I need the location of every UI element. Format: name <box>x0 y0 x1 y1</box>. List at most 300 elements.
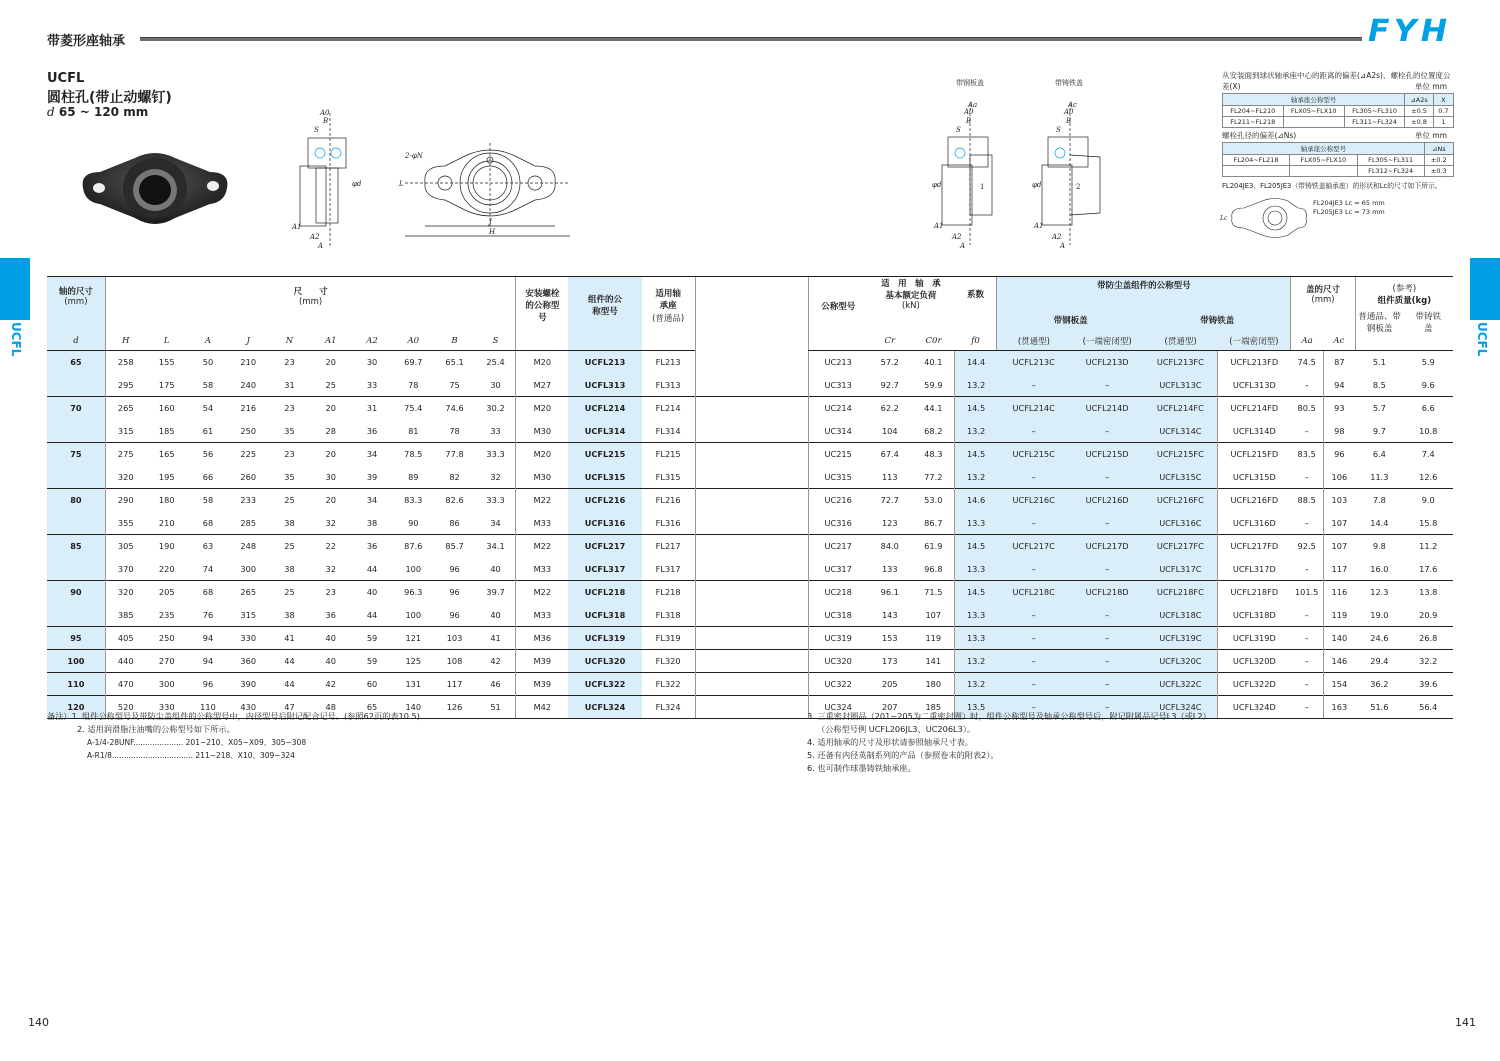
table-cell: 39.7 <box>476 581 516 604</box>
svg-text:A: A <box>1060 242 1066 250</box>
table-cell: 13.2 <box>955 420 997 443</box>
header-rule <box>140 37 1362 41</box>
table-cell: UCFL214D <box>1070 397 1143 420</box>
svg-text:L: L <box>399 180 404 188</box>
table-cell: 44.1 <box>912 397 954 420</box>
table-cell: 39.6 <box>1404 673 1453 696</box>
table-cell: 180 <box>146 489 188 512</box>
table-cell: M39 <box>516 650 568 673</box>
table-cell: – <box>1070 420 1143 443</box>
table-cell: 34 <box>351 489 393 512</box>
table-row <box>47 351 1453 374</box>
table-cell: 86.7 <box>924 517 943 528</box>
svg-text:A0: A0 <box>320 109 330 117</box>
svg-text:H: H <box>489 228 496 236</box>
table-cell: 190 <box>146 535 188 558</box>
table-cell: 7.8 <box>1355 489 1403 512</box>
svg-text:A0: A0 <box>964 108 974 116</box>
table-cell: UCFL216C <box>997 489 1070 512</box>
table-cell: 23 <box>311 581 351 604</box>
section-title: 带菱形座轴承 <box>47 34 126 49</box>
table-cell: – <box>1070 627 1143 650</box>
table-cell: 96 <box>433 581 475 604</box>
table-cell: 36 <box>351 535 393 558</box>
table-cell: UCFL324D <box>1217 696 1290 719</box>
table-cell: – <box>1070 466 1143 489</box>
table-cell: 85.7 <box>433 535 475 558</box>
svg-text:A2: A2 <box>952 233 962 241</box>
table-cell: 30 <box>490 379 501 390</box>
table-cell: UCFL315 <box>568 466 641 489</box>
table-cell: 82 <box>449 471 460 482</box>
table-cell: 30 <box>325 471 336 482</box>
table-row <box>47 374 1453 397</box>
table-cell: UCFL214C <box>997 397 1070 420</box>
table-cell: 48.3 <box>912 443 954 466</box>
table-cell: 143 <box>881 609 898 620</box>
table-cell: 25.4 <box>486 357 505 368</box>
table-cell: UCFL314 <box>568 420 641 443</box>
cast-cover-label: 带铸铁盖 <box>1055 79 1083 87</box>
table-cell: 265 <box>105 397 145 420</box>
table-cell: 71.5 <box>912 581 954 604</box>
table-cell: UCFL318D <box>1217 604 1290 627</box>
table-cell: 44 <box>268 650 310 673</box>
table-cell: 207 <box>867 696 912 719</box>
table-cell: 235 <box>158 609 175 620</box>
table-cell: – <box>1304 379 1309 390</box>
table-cell: UC317 <box>809 558 867 581</box>
svg-text:A0: A0 <box>1064 108 1074 116</box>
table-cell: 75.4 <box>393 397 433 420</box>
table-cell: 68 <box>188 581 228 604</box>
table-cell: UCFL215C <box>997 443 1070 466</box>
table-cell: FL324 <box>642 696 695 719</box>
table-cell: – <box>997 604 1070 627</box>
table-cell: 38 <box>284 609 295 620</box>
table-cell: 75 <box>47 443 105 466</box>
table-cell: – <box>997 420 1070 443</box>
table-cell: 265 <box>228 581 268 604</box>
table-cell: 520 <box>105 696 145 719</box>
table-cell: 13.2 <box>955 673 997 696</box>
table-cell: UCFL214FC <box>1144 397 1217 420</box>
table-cell: UCFL218D <box>1070 581 1143 604</box>
table-cell: 74.6 <box>433 397 475 420</box>
steel-cover-drawing <box>930 95 1000 255</box>
front-view-drawing <box>395 138 575 243</box>
table-cell: 87 <box>1323 351 1355 374</box>
table-cell: UCFL218C <box>997 581 1070 604</box>
table-cell: FL317 <box>655 563 681 574</box>
table-cell: 32 <box>325 517 336 528</box>
table-cell: 84.0 <box>867 535 912 558</box>
table-cell: UC319 <box>809 627 867 650</box>
table-cell: 155 <box>158 357 175 368</box>
table-cell <box>47 512 105 535</box>
table-cell: UCFL213D <box>1070 351 1143 374</box>
table-cell: 160 <box>146 397 188 420</box>
table-cell: 140 <box>1323 627 1355 650</box>
table-cell: 385 <box>105 604 145 627</box>
cast-cover-drawing <box>1030 95 1110 255</box>
table-cell: 76 <box>202 609 214 620</box>
table-cell: – <box>1070 604 1143 627</box>
table-cell: UC322 <box>809 673 867 696</box>
table-cell: 26.8 <box>1404 627 1453 650</box>
table-cell: UCFL317D <box>1217 558 1290 581</box>
table-cell: 240 <box>240 379 257 390</box>
table-cell: 58 <box>202 379 214 390</box>
table-cell: 30.2 <box>476 397 516 420</box>
svg-text:S: S <box>1056 126 1061 134</box>
table-cell: 40 <box>311 650 351 673</box>
table-cell <box>695 650 809 673</box>
table-cell: 195 <box>158 471 175 482</box>
table-cell: 305 <box>105 535 145 558</box>
table-row <box>47 512 1453 535</box>
table-cell: 12.3 <box>1355 581 1403 604</box>
table-cell <box>695 489 809 512</box>
table-cell: M33 <box>516 558 568 581</box>
table-cell: – <box>1291 650 1323 673</box>
table-cell: 40.1 <box>924 357 943 368</box>
table-cell: 146 <box>1323 650 1355 673</box>
table-cell: FL318 <box>655 609 681 620</box>
table-cell: 16.0 <box>1370 563 1389 574</box>
table-cell <box>695 558 809 581</box>
table-cell: 54 <box>188 397 228 420</box>
svg-text:φd: φd <box>352 180 362 188</box>
table-cell: 66 <box>202 471 214 482</box>
table-cell: 11.3 <box>1370 471 1389 482</box>
table-cell: 40 <box>490 563 501 574</box>
table-cell: UCFL316 <box>568 512 641 535</box>
table-cell: FL215 <box>642 443 695 466</box>
table-cell <box>695 512 809 535</box>
table-cell: 96 <box>449 609 460 620</box>
table-cell: FL213 <box>655 357 681 368</box>
table-cell: UCFL319C <box>1144 627 1217 650</box>
table-cell: 32.2 <box>1404 650 1453 673</box>
table-cell: 300 <box>240 563 257 574</box>
table-cell: 100 <box>47 650 105 673</box>
table-cell: UC324 <box>809 696 867 719</box>
svg-text:A2: A2 <box>310 233 320 241</box>
table-cell: M22 <box>516 535 568 558</box>
table-cell: UC320 <box>809 650 867 673</box>
table-cell: 13.3 <box>955 604 997 627</box>
table-cell: 131 <box>393 673 433 696</box>
table-cell: 13.3 <box>955 558 997 581</box>
notes-left: 备注）1. 组件公称型号及带防尘盖组件的公称型号中，内径型号后附记配合记号。(参照62页的表10.5) 2. 适用润滑脂注油嘴的公称型号如下所示。 A-1/4-28UNF..................... 201~210、X05~X09、305~308 A-R1/8.................................. 211~218、X10、309~324 <box>47 711 420 760</box>
table-cell: 96.1 <box>867 581 912 604</box>
table-cell: 185 <box>158 425 175 436</box>
table-cell: 78.5 <box>393 443 433 466</box>
svg-text:B: B <box>966 117 972 125</box>
table-cell: 34 <box>351 443 393 466</box>
table-cell: 65 <box>351 696 393 719</box>
table-cell: 216 <box>228 397 268 420</box>
table-cell: FL316 <box>655 517 681 528</box>
table-cell: 40 <box>490 609 501 620</box>
table-cell: – <box>1070 673 1143 696</box>
table-cell: UCFL316D <box>1217 512 1290 535</box>
table-cell: 210 <box>240 357 257 368</box>
table-cell: M20 <box>516 351 568 374</box>
table-cell: UCFL216FD <box>1217 489 1290 512</box>
table-cell: 96 <box>188 673 228 696</box>
table-cell: 6.6 <box>1404 397 1453 420</box>
table-cell: 20 <box>325 357 336 368</box>
table-cell: 51.6 <box>1355 696 1403 719</box>
table-cell: 10.8 <box>1419 425 1438 436</box>
table-cell: 113 <box>881 471 898 482</box>
table-cell: 125 <box>393 650 433 673</box>
table-row <box>47 673 1453 696</box>
table-cell: UCFL213 <box>568 351 641 374</box>
table-cell: – <box>1304 425 1309 436</box>
table-cell: 104 <box>881 425 898 436</box>
table-cell: 163 <box>1323 696 1355 719</box>
table-cell: UCFL319 <box>568 627 641 650</box>
table-cell: 205 <box>146 581 188 604</box>
table-cell: 13.2 <box>955 650 997 673</box>
table-cell: UCFL322C <box>1144 673 1217 696</box>
table-cell: 153 <box>867 627 912 650</box>
product-range: d 65 ~ 120 mm <box>47 105 149 119</box>
table-cell: 117 <box>433 673 475 696</box>
table-cell: 119 <box>912 627 954 650</box>
table-cell: 61.9 <box>912 535 954 558</box>
table-cell: 33.3 <box>476 443 516 466</box>
table-cell: 6.4 <box>1355 443 1403 466</box>
table-cell: UCFL213FD <box>1217 351 1290 374</box>
table-cell: UC318 <box>809 604 867 627</box>
table-cell: UCFL214 <box>568 397 641 420</box>
lc-value-1: FL204JE3 Lc = 65 mm <box>1313 199 1385 207</box>
table-cell: UC316 <box>809 512 867 535</box>
table-cell: – <box>1291 696 1323 719</box>
table-cell <box>695 581 809 604</box>
table-cell: – <box>997 673 1070 696</box>
table-cell: – <box>1304 517 1309 528</box>
table-cell: 90 <box>408 517 419 528</box>
table-cell <box>695 420 809 443</box>
table-cell: 75 <box>449 379 460 390</box>
table-cell: M30 <box>516 466 568 489</box>
table-cell: 33 <box>366 379 378 390</box>
table-cell: 59.9 <box>924 379 943 390</box>
table-cell: 103 <box>433 627 475 650</box>
table-cell: 13.2 <box>955 374 997 397</box>
table-cell: 78 <box>408 379 419 390</box>
table-cell: UCFL316C <box>1144 512 1217 535</box>
table-cell <box>695 374 809 397</box>
table-cell: 57.2 <box>880 357 899 368</box>
table-cell: FL319 <box>642 627 695 650</box>
table-cell: UCFL218FD <box>1217 581 1290 604</box>
table-cell: 20.9 <box>1419 609 1438 620</box>
table-cell: 258 <box>105 351 145 374</box>
table-cell: – <box>1070 512 1143 535</box>
table-cell: 85 <box>47 535 105 558</box>
table-cell: UCFL215D <box>1070 443 1143 466</box>
table-cell: 185 <box>912 696 954 719</box>
table-cell: 33.3 <box>476 489 516 512</box>
svg-text:1: 1 <box>980 183 985 191</box>
table-cell: 260 <box>240 471 257 482</box>
table-cell: 107 <box>1323 512 1355 535</box>
tolerance-intro: 从安装面到球状轴承座中心的距离的偏差(⊿A2s)、螺栓孔的位置度公差(X) <box>1222 71 1451 91</box>
table-cell: 56.4 <box>1404 696 1453 719</box>
table-cell: UC213 <box>809 351 867 374</box>
table-cell: – <box>1291 627 1323 650</box>
table-cell: M39 <box>516 673 568 696</box>
table-cell: 95 <box>47 627 105 650</box>
table-cell: 92.7 <box>880 379 899 390</box>
table-cell: UCFL313C <box>1144 374 1217 397</box>
table-cell: 250 <box>240 425 257 436</box>
table-cell: 40 <box>351 581 393 604</box>
table-cell: UCFL217D <box>1070 535 1143 558</box>
table-cell: 90 <box>47 581 105 604</box>
table-cell: 119 <box>1323 604 1355 627</box>
side-tab-right <box>1470 258 1500 320</box>
table-cell: 68.2 <box>924 425 943 436</box>
svg-text:A1: A1 <box>934 222 944 230</box>
table-cell: 390 <box>228 673 268 696</box>
table-cell: UCFL322D <box>1217 673 1290 696</box>
tolerance-table-2: 轴承座公称型号 ⊿Ns FL204~FL218 FLX05~FLX10 FL305~FL311 ±0.2 FL312~FL324 ±0.3 <box>1222 142 1454 177</box>
table-cell: 67.4 <box>867 443 912 466</box>
table-cell <box>695 351 809 374</box>
table-cell: – <box>997 558 1070 581</box>
table-cell: 46 <box>476 673 516 696</box>
table-cell: FL322 <box>642 673 695 696</box>
table-cell: 94 <box>188 650 228 673</box>
table-cell: 141 <box>912 650 954 673</box>
table-cell: UCFL215FC <box>1144 443 1217 466</box>
table-cell: – <box>997 627 1070 650</box>
table-cell: 32 <box>325 563 336 574</box>
table-cell: UC214 <box>809 397 867 420</box>
svg-text:φd: φd <box>932 181 942 189</box>
table-cell: 53.0 <box>912 489 954 512</box>
lc-drawing <box>1220 196 1310 241</box>
table-cell: 275 <box>105 443 145 466</box>
table-cell: UCFL213FC <box>1144 351 1217 374</box>
table-cell: 31 <box>284 379 295 390</box>
table-cell: 133 <box>881 563 898 574</box>
table-cell: UCFL314C <box>1144 420 1217 443</box>
table-cell: 126 <box>433 696 475 719</box>
table-cell: FL314 <box>655 425 681 436</box>
table-cell: 94 <box>1323 374 1355 397</box>
table-cell: 9.7 <box>1372 425 1386 436</box>
svg-text:Aa: Aa <box>968 101 978 109</box>
table-cell: 14.5 <box>955 535 997 558</box>
table-cell: 360 <box>228 650 268 673</box>
table-cell: 23 <box>268 397 310 420</box>
table-cell: UC315 <box>809 466 867 489</box>
table-cell: UCFL217FC <box>1144 535 1217 558</box>
table-cell: 175 <box>158 379 175 390</box>
table-cell: UCFL216D <box>1070 489 1143 512</box>
table-cell: FL313 <box>655 379 681 390</box>
table-cell: 96.8 <box>924 563 943 574</box>
table-cell: 108 <box>433 650 475 673</box>
table-cell: 50 <box>202 357 214 368</box>
table-cell: 31 <box>351 397 393 420</box>
table-cell: 330 <box>146 696 188 719</box>
table-cell: 82.6 <box>433 489 475 512</box>
table-cell: 83.5 <box>1291 443 1323 466</box>
table-cell <box>695 443 809 466</box>
table-cell: 94 <box>188 627 228 650</box>
table-cell: 77.8 <box>433 443 475 466</box>
table-cell: 22 <box>311 535 351 558</box>
table-row <box>47 581 1453 604</box>
table-row <box>47 489 1453 512</box>
table-cell: 35 <box>284 425 295 436</box>
table-cell: 300 <box>146 673 188 696</box>
table-cell <box>47 374 105 397</box>
table-cell: – <box>1070 696 1143 719</box>
table-cell: – <box>1291 673 1323 696</box>
table-cell: 103 <box>1323 489 1355 512</box>
table-cell: UCFL324 <box>568 696 641 719</box>
table-cell: 34 <box>490 517 501 528</box>
table-cell: 107 <box>925 609 942 620</box>
svg-text:A: A <box>318 242 324 250</box>
table-cell: – <box>997 512 1070 535</box>
table-cell: 29.4 <box>1355 650 1403 673</box>
table-cell: UCFL216 <box>568 489 641 512</box>
table-cell: 13.5 <box>955 696 997 719</box>
table-cell: 101.5 <box>1291 581 1323 604</box>
dimension-table: 轴的尺寸 (mm) 尺 寸 (mm) 安装螺栓的公称型号 组件的公称型号 适用轴承座 (普通品) 公称型号 适 用 轴 承 基本额定负荷 (kN) 系数 带防尘盖组件的公称型号 盖的尺寸 (mm) (参考) 组件质量(kg) 带钢板盖 带铸铁盖 普通品、带钢板盖 带铸铁盖 d H L A J N A1 A2 A0 B S Cr C0r f0 (贯通型) (一端密闭型) (贯通型) (一端密闭型) Aa Ac 65 258 155 50 210 23 20 30 69.7 65.1 25.4 M20 UCFL213 FL213 UC213 57.2 40.1 14.4 UCFL213C UCFL213D UCFL213FC UCFL213FD 74.5 87 5.1 5.9 295 175 58 240 31 25 33 78 75 30 M27 UCFL313 FL313 UC313 92.7 59.9 13.2 – – UCFL313C UCFL313D – 94 8.5 9.6 70 265 160 54 216 23 20 31 75.4 74.6 30.2 M20 UCFL214 FL214 UC214 62.2 44.1 14.5 UCFL214C UCFL214D UCFL214FC UCFL214FD 80.5 93 5.7 6.6 315 185 61 250 35 28 36 81 78 33 M30 UCFL314 FL314 UC314 104 68.2 13.2 – – UCFL314C UCFL314D – 98 9.7 10.8 75 275 165 56 225 23 20 34 78.5 77.8 33.3 M20 UCFL215 FL215 UC215 67.4 48.3 14.5 UCFL215C UCFL215D UCFL215FC UCFL215FD 83.5 96 6.4 7.4 320 195 66 260 35 30 39 89 82 32 M30 UCFL315 FL315 UC315 113 77.2 13.2 – – UCFL315C UCFL315D – 106 11.3 12.6 80 290 180 58 233 25 20 34 83.3 82.6 33.3 M22 UCFL216 FL216 UC216 72.7 53.0 14.6 UCFL216C UCFL216D UCFL216FC UCFL216FD 88.5 103 7.8 9.0 355 210 68 285 38 32 38 90 86 34 M33 UCFL316 FL316 UC316 123 86.7 13.3 – – UCFL316C UCFL316D – 107 14.4 15.8 85 305 190 63 248 25 22 36 87.6 85.7 34.1 M22 UCFL217 FL217 UC217 84.0 61.9 14.5 UCFL217C UCFL217D UCFL217FC UCFL217FD 92.5 107 9.8 11.2 370 220 74 300 38 32 44 100 96 40 M33 UCFL317 FL317 UC317 133 96.8 13.3 – – UCFL317C UCFL317D – 117 16.0 17.6 90 320 205 68 265 25 23 40 96.3 96 39.7 M22 UCFL218 FL218 UC218 96.1 71.5 14.5 UCFL218C UCFL218D UCFL218FC UCFL218FD 101.5 116 12.3 13.8 385 235 76 315 38 36 44 100 96 40 M33 UCFL318 FL318 UC318 143 107 13.3 – – UCFL318C UCFL318D – 119 19.0 20.9 95 405 250 94 330 41 40 59 121 103 41 M36 UCFL319 FL319 UC319 153 119 13.3 – – UCFL319C UCFL319D – 140 24.6 26.8 100 440 270 94 360 44 40 59 125 108 42 M39 UCFL320 FL320 UC320 173 141 13.2 – – UCFL320C UCFL320D – 146 29.4 32.2 110 470 300 96 390 44 42 60 131 117 46 M39 UCFL322 FL322 UC322 205 180 13.2 – – UCFL322C UCFL322D – 154 36.2 39.6 120 520 330 110 430 47 48 65 140 126 51 M42 UCFL324 FL324 UC324 207 185 13.5 – – UCFL324C UCFL324D – 163 51.6 56.4 <box>47 276 1453 719</box>
table-cell: M33 <box>516 604 568 627</box>
table-cell: 36 <box>366 425 378 436</box>
table-cell: 14.5 <box>955 581 997 604</box>
table-cell: 38 <box>284 517 295 528</box>
table-cell: 370 <box>105 558 145 581</box>
table-cell <box>695 535 809 558</box>
tolerance-intro-2: 螺栓孔径的偏差(⊿Ns) <box>1222 131 1297 140</box>
table-cell: 106 <box>1323 466 1355 489</box>
table-cell: UCFL314D <box>1217 420 1290 443</box>
table-cell: 430 <box>228 696 268 719</box>
table-cell: 13.3 <box>955 512 997 535</box>
table-cell: 44 <box>366 563 378 574</box>
table-cell: 98 <box>1323 420 1355 443</box>
table-cell: UCFL317C <box>1144 558 1217 581</box>
table-cell <box>695 627 809 650</box>
table-cell: 295 <box>105 374 145 397</box>
table-cell: M33 <box>516 512 568 535</box>
table-cell: 110 <box>47 673 105 696</box>
table-cell: 123 <box>881 517 898 528</box>
table-cell: – <box>1304 609 1309 620</box>
table-cell: – <box>1304 563 1309 574</box>
table-cell: UCFL315D <box>1217 466 1290 489</box>
table-cell: 100 <box>405 609 422 620</box>
table-cell: – <box>997 696 1070 719</box>
table-cell: 33 <box>490 425 501 436</box>
svg-text:2: 2 <box>1076 183 1081 191</box>
table-cell: 93 <box>1323 397 1355 420</box>
